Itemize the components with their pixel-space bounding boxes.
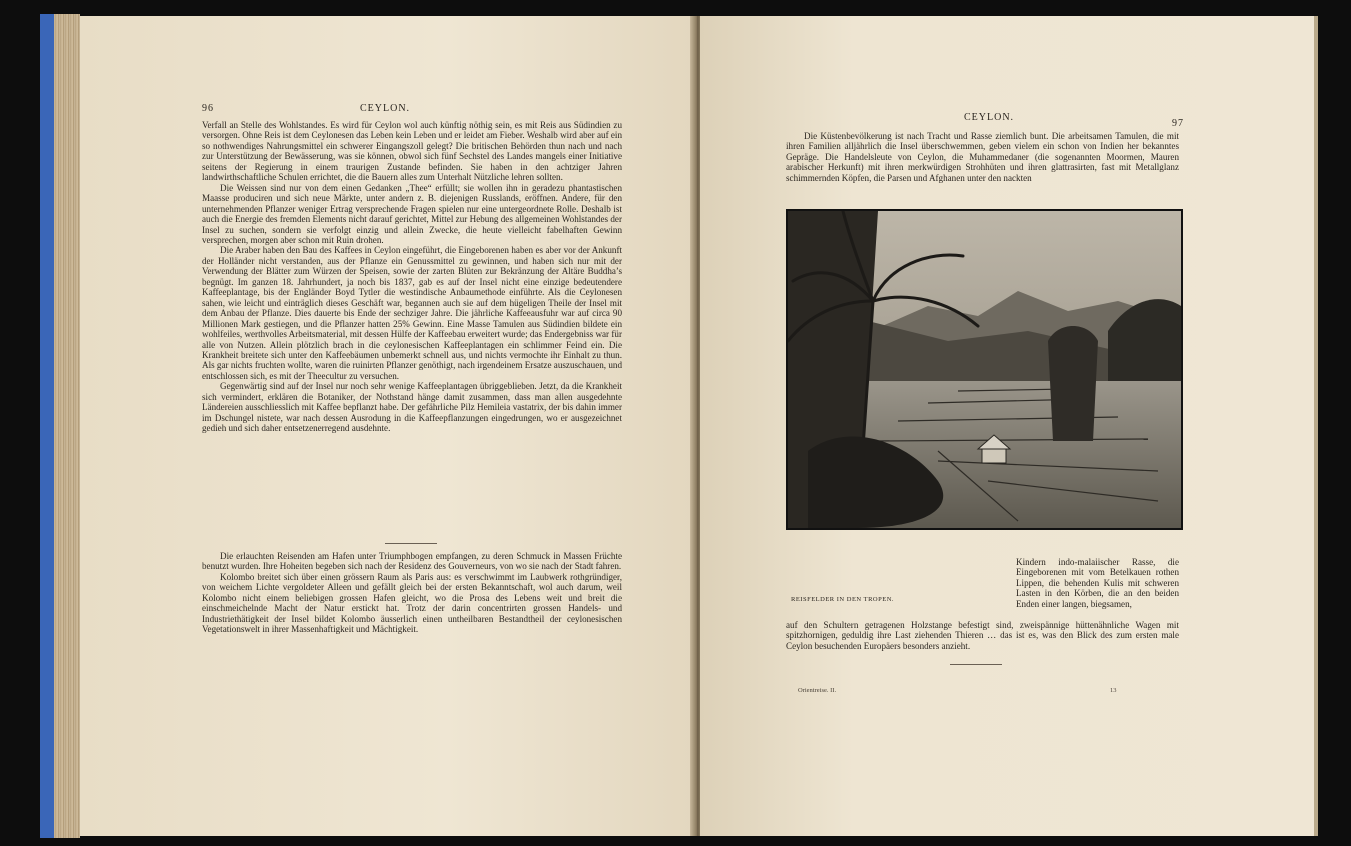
engraving-illustration — [786, 209, 1183, 530]
footer-sheet-number: 13 — [1110, 687, 1117, 694]
paragraph: Die Araber haben den Bau des Kaffees in Ceylon eingeführt, die Eingeborenen haben es aber vor der Ankunft der Holländer nicht verstanden, aus der Pflanze ein Genussmittel zu gewinnen, und haben sich nur mit der Verwendung der Blätter zum Würzen der Speisen, sowie der zarten Blüten zur Bekränzung der Altäre Buddha’s begnügt. Im ganzen 18. Jahrhundert, ja noch bis 1837, gab es auf der Insel nicht eine einzige bedeutendere Kaffeeplantage, bis der Engländer Boyd Tytler die westindische Anbaumethode einführte. Als die Ceylonesen sahen, wie leicht und einträglich dieses Geschäft war, begannen auch sie auf dem hügeligen Theile der Insel mit dem Anbau der Pflanze. Dies dauerte bis Ende der sechziger Jahre. Die jährliche Kaffeeausfuhr war auf circa 90 Millionen Mark gestiegen, und die Pflanzer hatten 25% Gewinn. Eine Masse Tamulen aus Südindien bildete ein wohlfeiles, werthvolles Arbeitsmaterial, mit dessen Hülfe der Kaffeebau erweitert wurde; das Endergebniss war für alle von Nutzen. Allein plötzlich brach in die ceylonesischen Kaffeeplantagen ein schlimmer Feind ein. Die Krankheit breitete sich unter den Kaffeebäumen unbemerkt schnell aus, und nichts vermochte ihr Einhalt zu thun. Als gar nichts fruchten wollte, waren die ruinirten Pflanzer genöthigt, nach irgendeinem Ersatze auszuschauen, und entschlossen sich, es mit der Theecultur zu versuchen. — [202, 245, 622, 381]
section-rule — [385, 543, 437, 544]
right-page-number: 97 — [1172, 118, 1184, 129]
page-edges — [54, 14, 80, 838]
rice-field-engraving — [788, 211, 1181, 528]
right-body-text-bottom — [786, 620, 1179, 656]
footer-signature: Orientreise. II. — [798, 687, 837, 694]
paragraph: Die erlauchten Reisenden am Hafen unter Triumphbogen empfangen, zu deren Schmuck in Massen Früchte benutzt wurden. Ihre Hoheiten begeben sich nach der Residenz des Gouverneurs, von wo sie nach der Stadt fahren. — [202, 551, 622, 572]
right-body-text-beside — [1016, 557, 1179, 621]
paragraph: Die Weissen sind nur von dem einen Gedanken „Thee“ erfüllt; sie wollen ihn in geradezu phantastischen Maasse produciren und sich neue Märkte, unter andern z. B. diejenigen Russlands, eröffnen. Andere, für den unternehmenden Pflanzer weniger Ertrag versprechende Fragen spielen nur eine untergeordnete Rolle. Deshalb ist auch die Energie des fremden Elements nicht darauf gerichtet, Mittel zur Hebung des allgemeinen Wohlstandes der Insel zu suchen, sondern sie verfolgt einzig und allein Zwecke, die heute vielleicht fabelhaften Gewinn versprechen, morgen aber schon mit Ruin drohen. — [202, 182, 622, 245]
paragraph: Gegenwärtig sind auf der Insel nur noch sehr wenige Kaffeeplantagen übriggeblieben. Jetzt, da die Krankheit sich vermindert, erklären die Botaniker, der Nothstand hänge damit zusammen, dass man allen ausgedehnte Ländereien ausschliesslich mit Kaffee bepflanzt habe. Der gefährliche Pilz Hemileia vastatrix, der bis dahin immer im Dschungel nistete, war nach dessen Ausrodung in die Kaffeepflanzungen eingedrungen, wo er ausgezeichnet gedieh und sich daher entsetzenerregend ausdehnte. — [202, 381, 622, 434]
book-spine — [40, 14, 54, 838]
left-body-text-continued — [202, 551, 622, 671]
section-rule — [950, 664, 1002, 665]
right-body-text-top — [786, 131, 1179, 195]
paragraph: Die Küstenbevölkerung ist nach Tracht und Rasse ziemlich bunt. Die arbeitsamen Tamulen, die mit ihren Familien alljährlich die Insel überschwemmen, geben vielem ein schon von Indien her bekanntes Gepräge. Die Handelsleute von Ceylon, die Muhammedaner (die sogenannten Moormen, Mauren arabischer Herkunft) mit ihren merkwürdigen Strohhüten und ihren glattrasirten, fast mit Metallglanz schimmernden Köpfen, die Parsen und Afghanen unter den nackten — [786, 131, 1179, 183]
left-page-number: 96 — [202, 103, 214, 114]
right-page-edge — [1314, 16, 1318, 836]
paragraph: Kolombo breitet sich über einen grössern Raum als Paris aus: es verschwimmt im Laubwerk rothgründiger, von weichem Lichte vergoldeter Alleen und gefällt gleich bei der ersten Bekanntschaft, wol auch darum, weil Kolombo nicht einem beliebigen grossen Hafen gleicht, wo die Prosa des Lebens weit und breit die einschmeichelnde Macht der Natur erstickt hat. Trotz der darin concentrirten grossen Handels- und Industriethätigkeit der Insel bildet Kolombo äusserlich einen untheilbaren Bestandtheil der ceylonesischen Vegetationswelt in ihrer Massenhaftigkeit und Mächtigkeit. — [202, 571, 622, 635]
illustration-caption: REISFELDER IN DEN TROPEN. — [791, 596, 895, 603]
left-running-head: CEYLON. — [360, 103, 411, 114]
left-body-text — [202, 120, 622, 540]
right-running-head: CEYLON. — [964, 112, 1015, 123]
paragraph: Kindern indo-malaiischer Rasse, die Eingeborenen mit vom Betelkauen rothen Lippen, die behenden Kulis mit schweren Lasten in den Körben, die an den beiden Enden einer langen, biegsamen, — [1016, 557, 1179, 609]
paragraph: auf den Schultern getragenen Holzstange befestigt sind, zweispännige hüttenähnliche Wagen mit spitzhornigen, geduldig ihre Last ziehenden Thieren … das ist es, was den Blick des zum ersten male Ceylon besuchenden Europäers besonders anzieht. — [786, 620, 1179, 651]
paragraph: Verfall an Stelle des Wohlstandes. Es wird für Ceylon wol auch künftig nöthig sein, es mit Reis aus Südindien zu versorgen. Ohne Reis ist dem Ceylonesen das Leben kein Leben und er leidet am Fieber. Weshalb wird aber auf ein so nothwendiges Nahrungsmittel ein schwerer Eingangszoll gelegt? Die britischen Behörden thun nach und nach zur Unterstützung der Bewässerung, was sie können, obwol sich fünf Sechstel des Landes mangels einer Initiative seitens der Regierung in einem traurigen Zustande befinden. Sie haben in den achtziger Jahren landwirthschaftliche Schulen errichtet, die die Bauern alles zum Unterhalt Nützliche lehren sollten. — [202, 120, 622, 183]
